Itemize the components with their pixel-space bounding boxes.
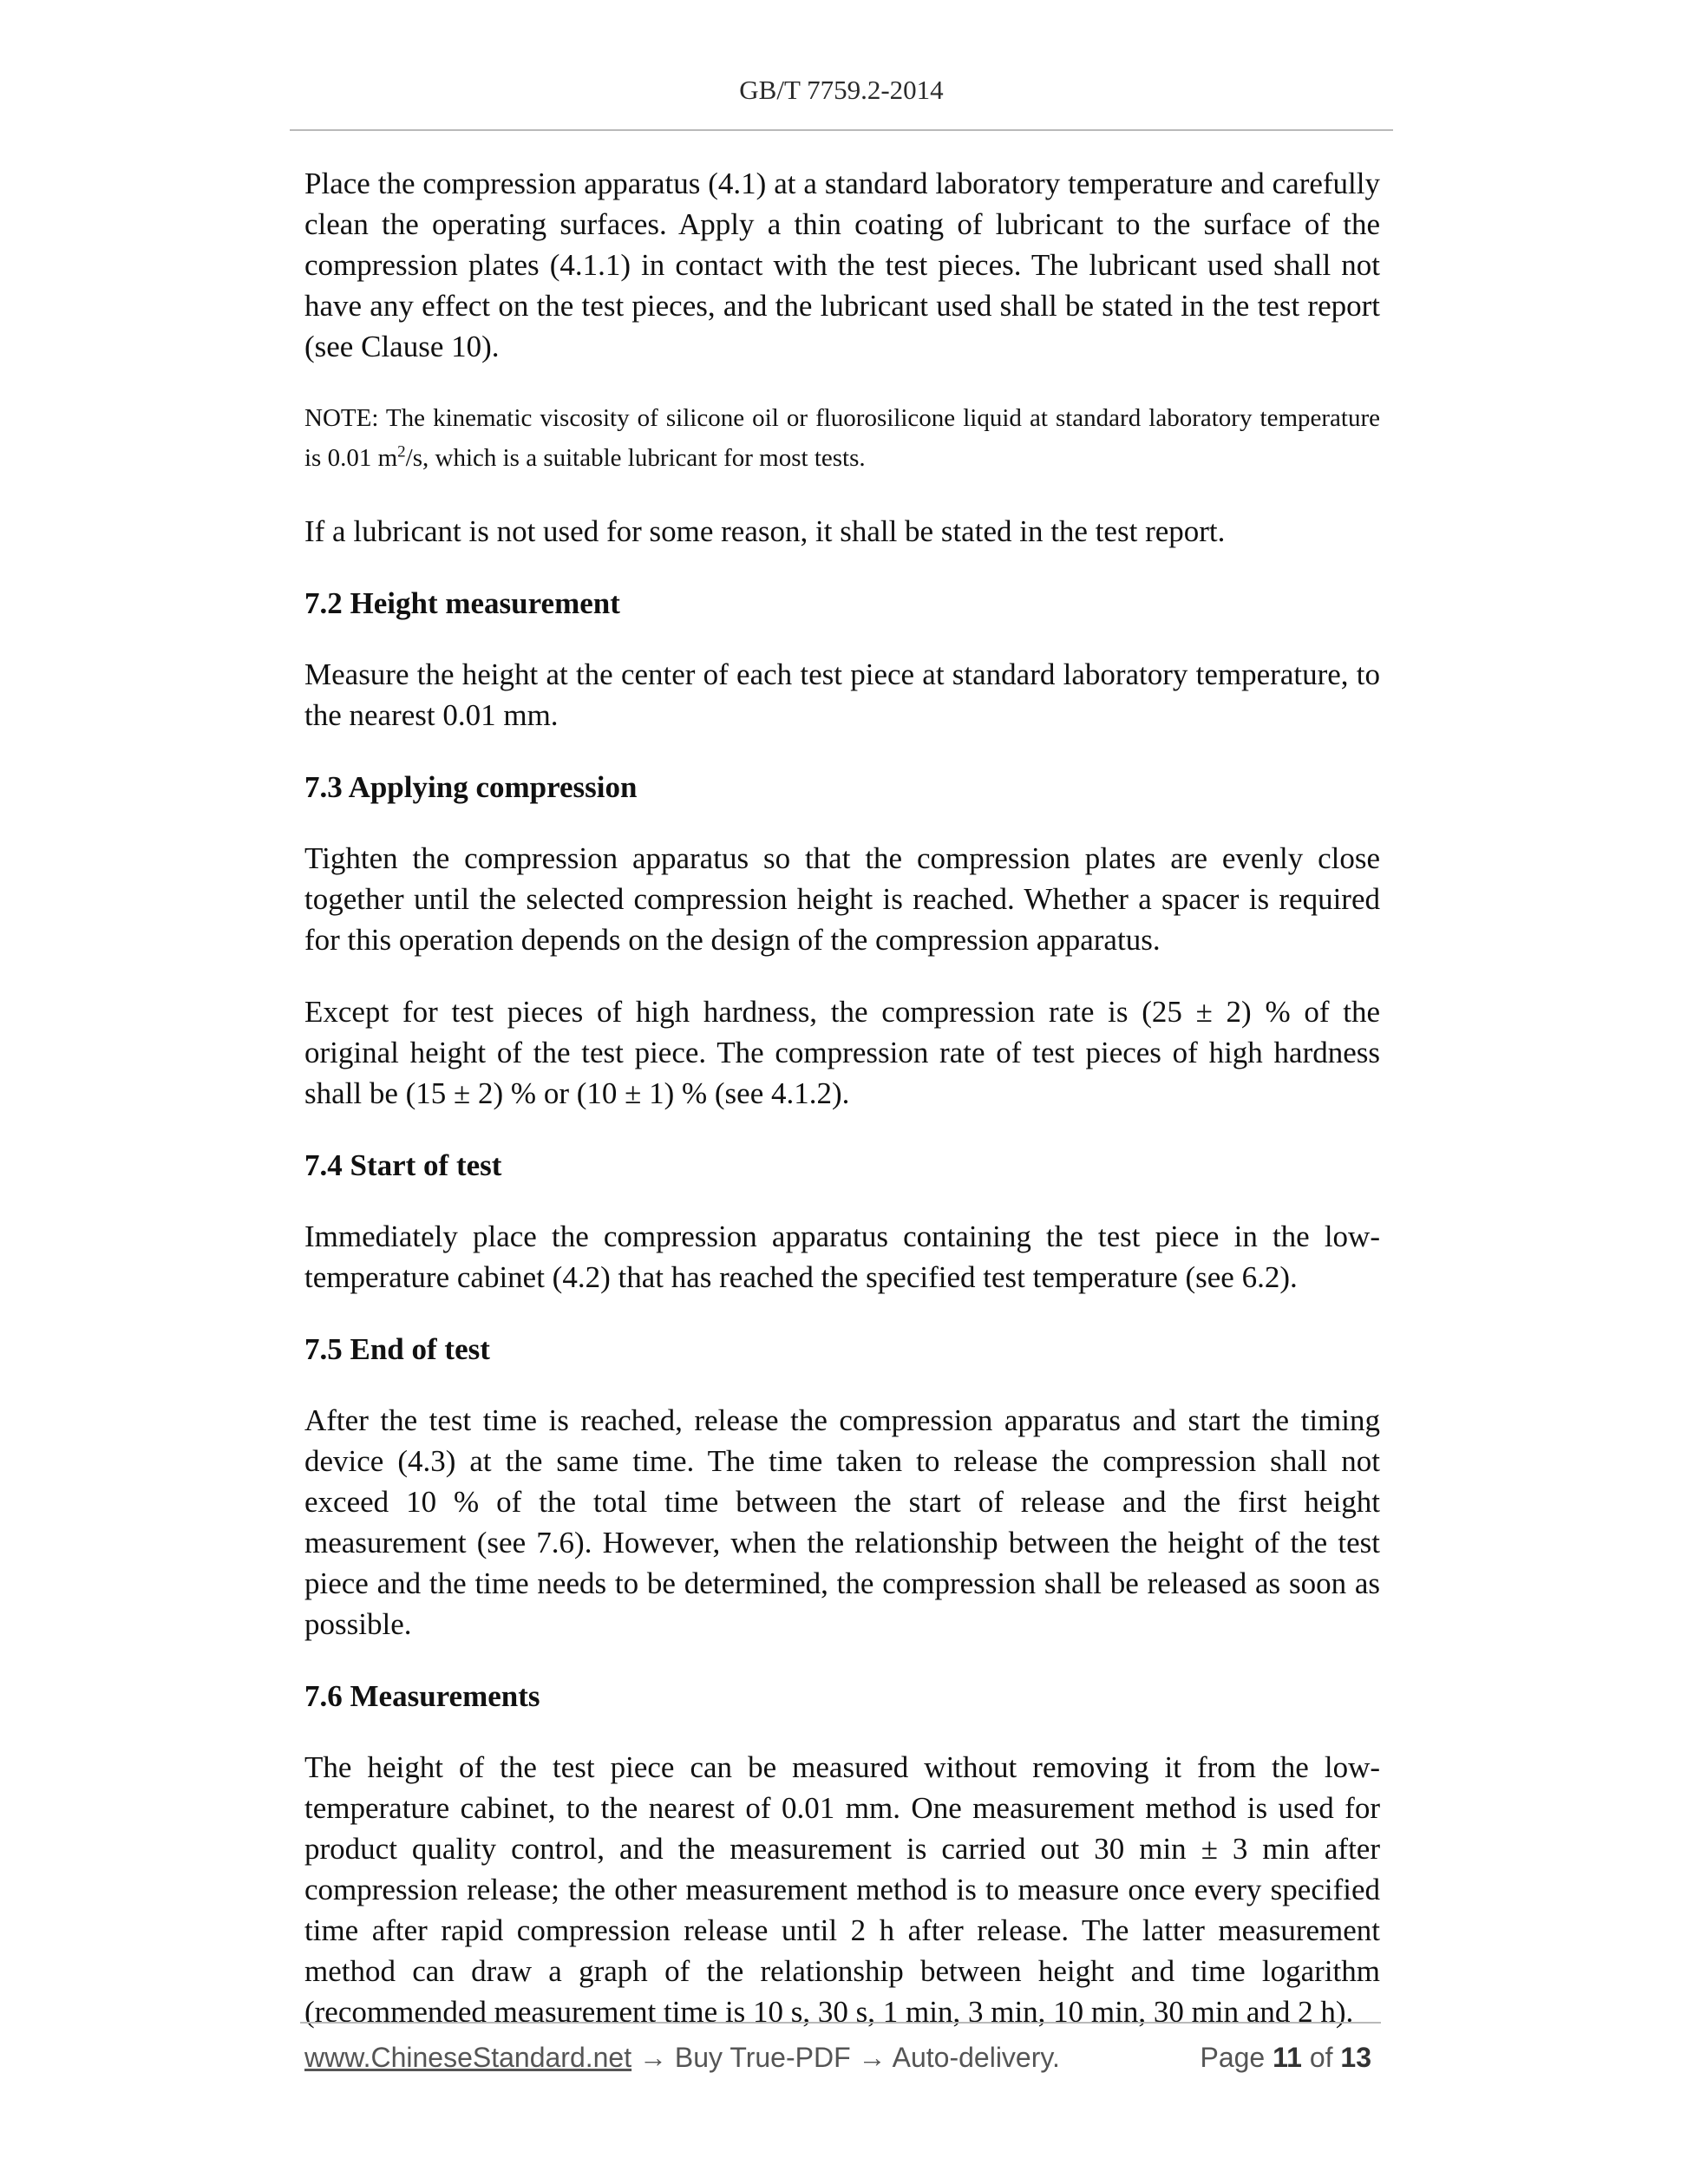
heading-7-4: 7.4 Start of test [304, 1148, 502, 1182]
paragraph-7-5: After the test time is reached, release the compression apparatus and start the timing device (4.3) at the same time. The time taken to release the compression shall not exceed 10 % of the total time between the start of release and the first height measurement (see 7.6). However, when the relationship between the height of the test piece and the time needs to be determined, the compression shall be released as soon as possible. [304, 1403, 1380, 1641]
footer-divider [300, 2022, 1381, 2024]
paragraph-7-3-b: Except for test pieces of high hardness, the compression rate is (25 ± 2) % of the original height of the test piece. The compression rate of test pieces of high hardness shall be (15 ± 2) % or (10 ± 1) % (see 4.1.2). [304, 995, 1380, 1110]
website-link[interactable]: www.ChineseStandard.net [304, 2042, 632, 2073]
paragraph-no-lubricant: If a lubricant is not used for some reason, it shall be stated in the test report. [304, 514, 1226, 548]
paragraph-7-2: Measure the height at the center of each test piece at standard laboratory temperature, to the nearest 0.01 mm. [304, 657, 1380, 732]
note-text-end: /s, which is a suitable lubricant for most tests. [405, 444, 866, 472]
page-word: Page [1200, 2042, 1273, 2073]
paragraph-lubricant: Place the compression apparatus (4.1) at a standard laboratory temperature and carefully clean the operating surfaces. Apply a thin coating of lubricant to the surface of the compression plates (4.1.1) in contact with the test pieces. The lubricant used shall not have any effect on the test pieces, and the lubricant used shall be stated in the test report (see Clause 10). [304, 167, 1380, 363]
footer-promo-text: → Buy True-PDF → Auto-delivery. [631, 2042, 1060, 2073]
header-divider [290, 129, 1393, 131]
heading-7-6: 7.6 Measurements [304, 1679, 540, 1713]
note-text-start: NOTE: The kinematic viscosity of silicone oil or fluorosilicone liquid at standard laboratory temperature is 0.01 m [304, 404, 1380, 472]
heading-7-2: 7.2 Height measurement [304, 586, 620, 620]
document-id-header: GB/T 7759.2-2014 [739, 75, 944, 105]
note-lubricant [304, 398, 1380, 478]
paragraph-7-3-a: Tighten the compression apparatus so that the compression plates are evenly close together until the selected compression height is reached. Whether a spacer is required for this operation depends on the design of the compression apparatus. [304, 841, 1380, 957]
heading-7-3: 7.3 Applying compression [304, 770, 638, 804]
heading-7-5: 7.5 End of test [304, 1332, 490, 1366]
paragraph-7-4: Immediately place the compression apparatus containing the test piece in the low-temperature cabinet (4.2) that has reached the specified test temperature (see 6.2). [304, 1220, 1380, 1294]
page-total: 13 [1340, 2042, 1371, 2073]
of-word: of [1301, 2042, 1341, 2073]
note-superscript: 2 [397, 442, 406, 461]
page-body [304, 163, 1380, 2063]
page-number: 11 [1273, 2042, 1302, 2073]
page-footer [304, 2042, 1380, 2074]
paragraph-7-6: The height of the test piece can be measured without removing it from the low-temperature cabinet, to the nearest of 0.01 mm. One measurement method is used for product quality control, and the measurement is carried out 30 min ± 3 min after compression release; the other measurement method is to measure once every specified time after rapid compression release until 2 h after release. The latter measurement method can draw a graph of the relationship between height and time logarithm (recommended measurement time is 10 s, 30 s, 1 min, 3 min, 10 min, 30 min and 2 h). [304, 1750, 1380, 2029]
page-counter [1200, 2042, 1371, 2074]
